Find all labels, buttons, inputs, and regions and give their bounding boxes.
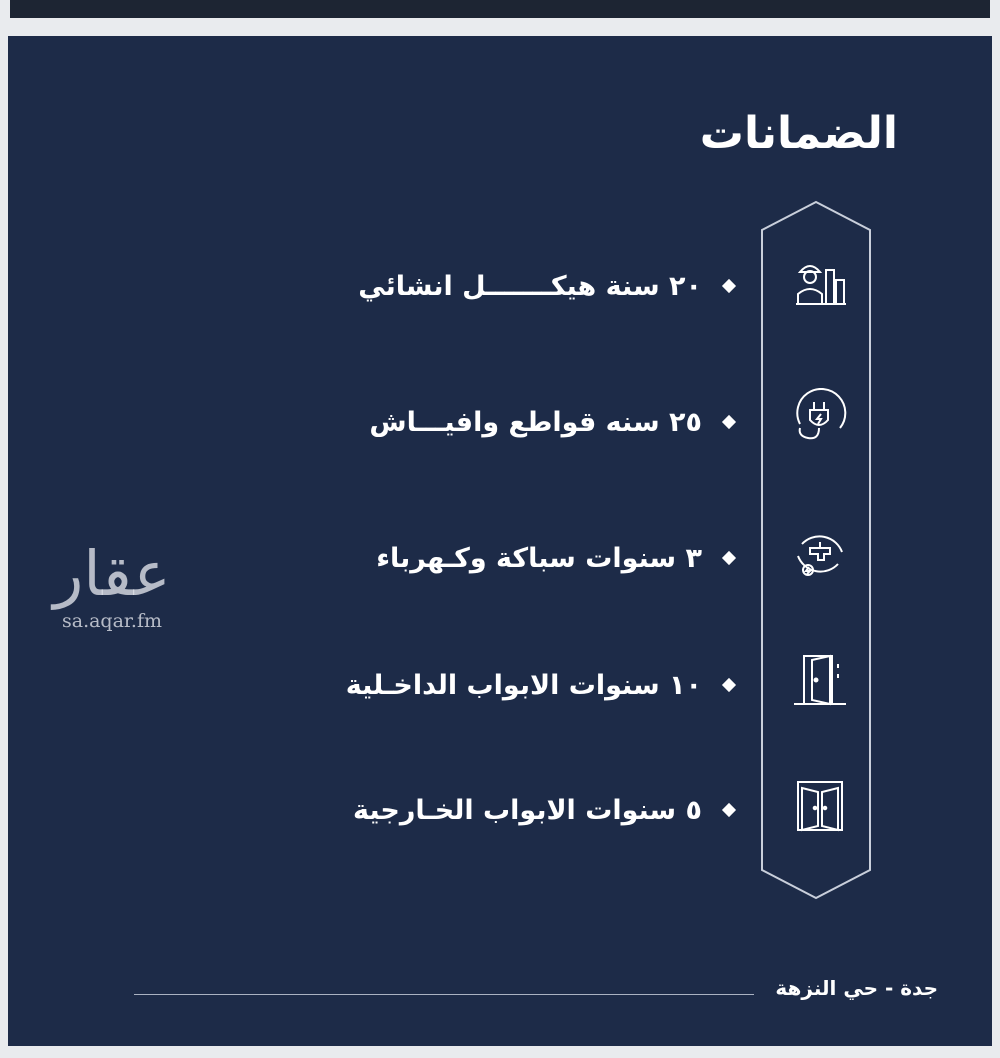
faucet-electric-icon [790,524,850,584]
interior-door-icon [790,650,850,710]
guarantee-text: ٢٠ سنة هيكـــــــل انشائي [358,270,702,302]
guarantee-item-structure [358,264,734,308]
footer-location: جدة - حي النزهة [775,976,938,1000]
guarantee-text: ٣ سنوات سباكة وكـهرباء [376,542,702,574]
footer-divider [134,994,754,995]
guarantee-text: ١٠ سنوات الابواب الداخـلية [345,669,702,701]
watermark-logo: عقار [53,537,171,610]
watermark-url: sa.aqar.fm [61,610,163,632]
guarantee-text: ٥ سنوات الابواب الخـارجية [352,794,702,826]
exterior-double-door-icon [790,776,850,836]
bullet-icon [722,279,736,293]
guarantee-item-plumbing [376,536,734,580]
top-bar [10,0,990,18]
guarantee-item-breakers [369,400,734,444]
bullet-icon [722,415,736,429]
engineer-building-icon [790,254,850,314]
bullet-icon [722,551,736,565]
page-title: الضمانات [699,108,898,159]
guarantee-item-interior-doors [346,663,734,707]
electric-plug-icon [790,388,850,448]
bullet-icon [722,803,736,817]
guarantee-text: ٢٥ سنه قواطع وافيـــاش [369,406,702,438]
guarantee-item-exterior-doors [353,788,734,832]
aqar-watermark [32,537,192,632]
bullet-icon [722,678,736,692]
